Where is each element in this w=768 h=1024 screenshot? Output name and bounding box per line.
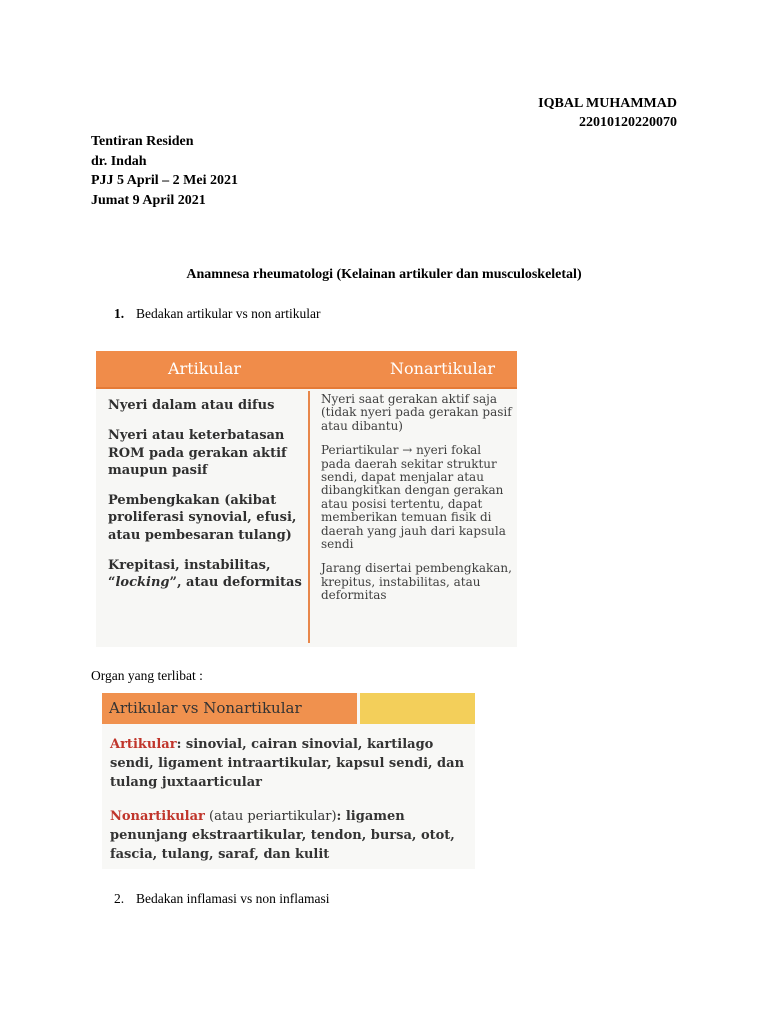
question-2: [114, 891, 329, 907]
nonartikular-item: Periartikular → nyeri fokal pada daerah sekitar struktur sendi, dapat menjalar atau dibangkitkan dengan gerakan atau posisi tertentu, dapat memberikan temuan fisik di daerah yang jauh dari kapsula sendi: [321, 443, 506, 552]
comparison-table-image: [96, 351, 517, 647]
document-title: Anamnesa rheumatologi (Kelainan artikuler dan musculoskeletal): [186, 267, 582, 282]
artikular-column: [108, 397, 304, 605]
info-line-date: Jumat 9 April 2021: [91, 192, 206, 208]
table2-header: [102, 693, 357, 724]
author-block: [538, 94, 677, 132]
question-text: Bedakan artikular vs non artikular: [136, 306, 321, 321]
question-text: Bedakan inflamasi vs non inflamasi: [136, 891, 330, 906]
header-nonartikular: Nonartikular: [390, 359, 495, 378]
nonartikular-column: [321, 393, 513, 614]
artikular-item: Nyeri atau keterbatasan ROM pada gerakan aktif maupun pasif: [108, 428, 287, 478]
question-1: [114, 306, 320, 322]
table2-header-accent: [360, 693, 475, 724]
artikular-item: Nyeri dalam atau difus: [108, 398, 275, 413]
organ-label: Organ yang terlibat :: [91, 668, 203, 683]
nonartikular-item: Nyeri saat gerakan aktif saja (tidak nyeri pada gerakan pasif atau dibantu): [321, 392, 512, 433]
nonartikular-organs: Nonartikular (atau periartikular): ligamen penunjang ekstraartikular, tendon, bursa, otot, fascia, tulang, saraf, dan kulit: [110, 809, 455, 862]
column-divider: [308, 391, 310, 643]
nonartikular-item: Jarang disertai pembengkakan, krepitus, instabilitas, atau deformitas: [321, 561, 512, 603]
table2-header-text: Artikular vs Nonartikular: [109, 699, 302, 717]
info-line-course: Tentiran Residen: [91, 134, 194, 149]
question-number: 1.: [114, 306, 125, 321]
artikular-item: Krepitasi, instabilitas, “locking”, atau deformitas: [108, 558, 302, 591]
artikular-organs: Artikular: sinovial, cairan sinovial, kartilago sendi, ligament intraartikular, kapsul sendi, dan tulang juxtaarticular: [110, 737, 465, 790]
info-line-period: PJJ 5 April – 2 Mei 2021: [91, 173, 238, 188]
info-block: [91, 132, 238, 210]
organ-table-image: [102, 693, 475, 869]
artikular-item: Pembengkakan (akibat proliferasi synovial, efusi, atau pembesaran tulang): [108, 493, 297, 543]
author-id: 22010120220070: [579, 115, 677, 130]
question-number: 2.: [114, 891, 125, 906]
header-artikular: Artikular: [168, 359, 242, 378]
info-line-lecturer: dr. Indah: [91, 153, 147, 169]
table-header: [96, 351, 517, 389]
author-name: IQBAL MUHAMMAD: [538, 96, 677, 111]
